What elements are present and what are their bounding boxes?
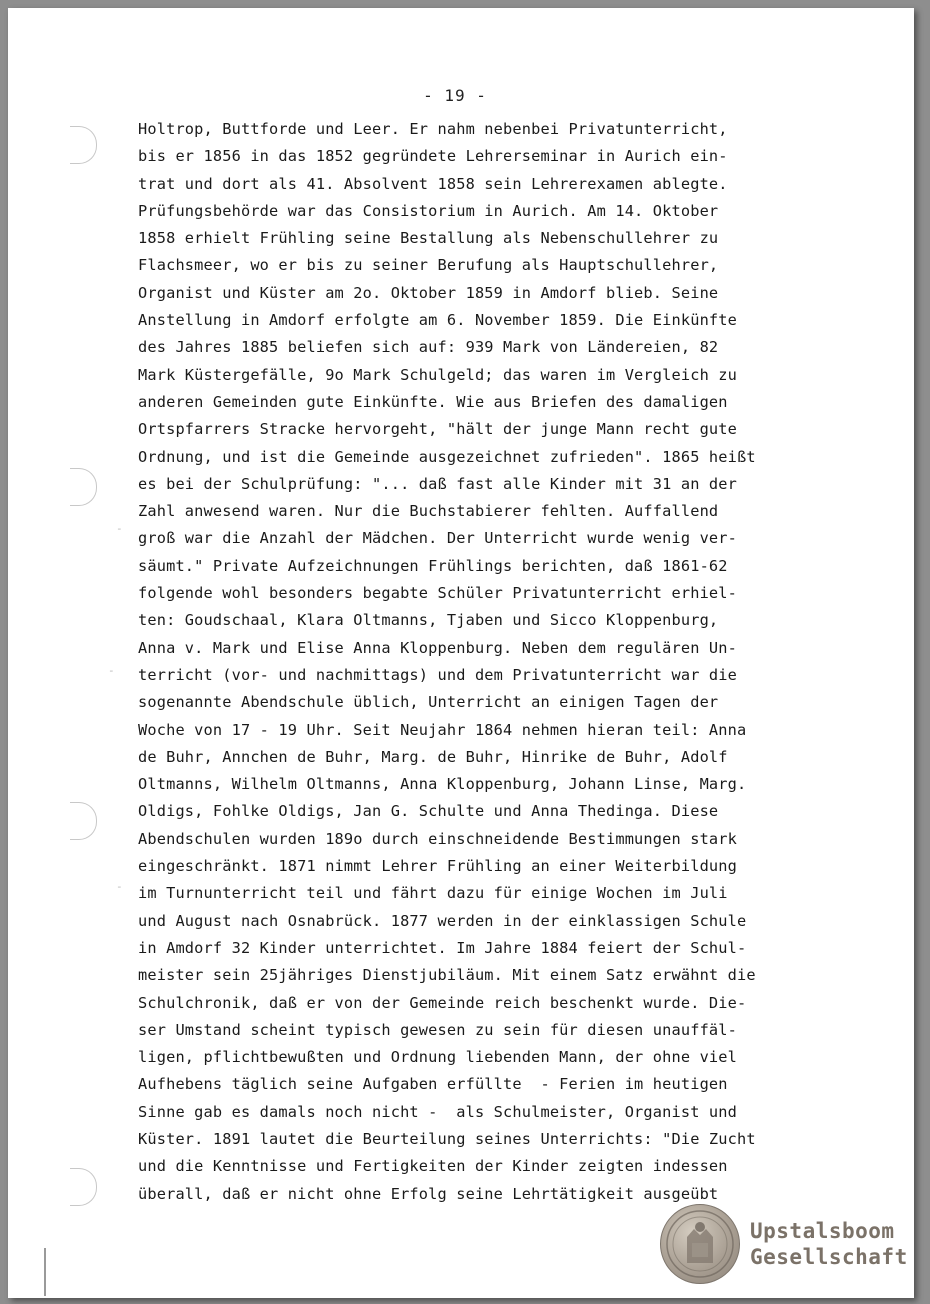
punch-hole-mark [70,468,97,506]
text-line: anderen Gemeinden gute Einkünfte. Wie aus Briefen des damaligen [138,392,728,411]
text-line: terricht (vor- und nachmittags) und dem Privatunterricht war die [138,665,738,684]
bleed-through-mark: - [116,522,123,535]
text-line: Anstellung in Amdorf erfolgte am 6. November 1859. Die Einkünfte [138,311,738,330]
text-line: Prüfungsbehörde war das Consistorium in Aurich. Am 14. Oktober [138,201,719,220]
text-line: Ordnung, und ist die Gemeinde ausgezeichnet zufrieden". 1865 heißt [138,447,756,466]
body-text [138,116,858,1208]
text-line: ten: Goudschaal, Klara Oltmanns, Tjaben und Sicco Kloppenburg, [138,611,719,630]
text-line: trat und dort als 41. Absolvent 1858 sein Lehrerexamen ablegte. [138,174,728,193]
text-line: Zahl anwesend waren. Nur die Buchstabierer fehlten. Auffallend [138,502,719,521]
text-line: Aufhebens täglich seine Aufgaben erfüllte - Ferien im heutigen [138,1075,728,1094]
text-line: groß war die Anzahl der Mädchen. Der Unterricht wurde wenig ver- [138,529,738,548]
seal-icon [660,1204,740,1284]
text-line: Mark Küstergefälle, 9o Mark Schulgeld; das waren im Vergleich zu [138,365,738,384]
text-line: de Buhr, Annchen de Buhr, Marg. de Buhr, Hinrike de Buhr, Adolf [138,747,728,766]
text-line: Organist und Küster am 2o. Oktober 1859 in Amdorf blieb. Seine [138,283,719,302]
text-line: Holtrop, Buttforde und Leer. Er nahm nebenbei Privatunterricht, [138,120,728,138]
text-line: Sinne gab es damals noch nicht - als Schulmeister, Organist und [138,1102,738,1121]
punch-hole-mark [70,802,97,840]
text-line: es bei der Schulprüfung: "... daß fast alle Kinder mit 31 an der [138,474,738,493]
text-line: überall, daß er nicht ohne Erfolg seine Lehrtätigkeit ausgeübt [138,1184,719,1203]
text-line: Oltmanns, Wilhelm Oltmanns, Anna Kloppenburg, Johann Linse, Marg. [138,775,747,794]
text-line: und August nach Osnabrück. 1877 werden in der einklassigen Schule [138,911,747,930]
text-line: folgende wohl besonders begabte Schüler Privatunterricht erhiel- [138,584,738,603]
text-line: Woche von 17 - 19 Uhr. Seit Neujahr 1864 nehmen hieran teil: Anna [138,720,747,739]
text-line: Flachsmeer, wo er bis zu seiner Berufung als Hauptschullehrer, [138,256,719,275]
text-line: säumt." Private Aufzeichnungen Frühlings berichten, daß 1861-62 [138,556,728,575]
punch-hole-mark [70,126,97,164]
bleed-through-mark: - [116,880,123,893]
text-line: Oldigs, Fohlke Oldigs, Jan G. Schulte und Anna Thedinga. Diese [138,802,719,821]
text-line: Abendschulen wurden 189o durch einschneidende Bestimmungen stark [138,829,738,848]
punch-hole-mark [70,1168,97,1206]
text-line: Schulchronik, daß er von der Gemeinde reich beschenkt wurde. Die- [138,993,747,1012]
text-line: im Turnunterricht teil und fährt dazu für einige Wochen im Juli [138,884,728,903]
text-line: sogenannte Abendschule üblich, Unterricht an einigen Tagen der [138,693,719,712]
text-line: meister sein 25jähriges Dienstjubiläum. Mit einem Satz erwähnt die [138,966,756,985]
text-line: eingeschränkt. 1871 nimmt Lehrer Frühling an einer Weiterbildung [138,857,738,876]
text-line: ligen, pflichtbewußten und Ordnung liebenden Mann, der ohne viel [138,1048,738,1067]
text-line: und die Kenntnisse und Fertigkeiten der Kinder zeigten indessen [138,1157,728,1176]
document-page [8,8,914,1298]
logo-line-1: Upstalsboom [750,1219,895,1243]
logo-line-2: Gesellschaft [750,1245,908,1269]
text-line: Küster. 1891 lautet die Beurteilung seines Unterrichts: "Die Zucht [138,1129,756,1148]
text-line: Ortspfarrers Stracke hervorgeht, "hält der junge Mann recht gute [138,420,738,439]
bleed-through-mark: - [108,664,115,677]
text-line: bis er 1856 in das 1852 gegründete Lehrerseminar in Aurich ein- [138,147,728,166]
text-line: Anna v. Mark und Elise Anna Kloppenburg. Neben dem regulären Un- [138,638,738,657]
logo-text [750,1218,908,1270]
upstalsboom-logo [660,1204,910,1284]
text-line: 1858 erhielt Frühling seine Bestallung als Nebenschullehrer zu [138,229,719,248]
text-line: ser Umstand scheint typisch gewesen zu sein für diesen unauffäl- [138,1020,738,1039]
margin-mark [44,1248,46,1296]
page-number: - 19 - [423,86,487,105]
text-line: in Amdorf 32 Kinder unterrichtet. Im Jahre 1884 feiert der Schul- [138,938,747,957]
text-line: des Jahres 1885 beliefen sich auf: 939 Mark von Ländereien, 82 [138,338,719,357]
